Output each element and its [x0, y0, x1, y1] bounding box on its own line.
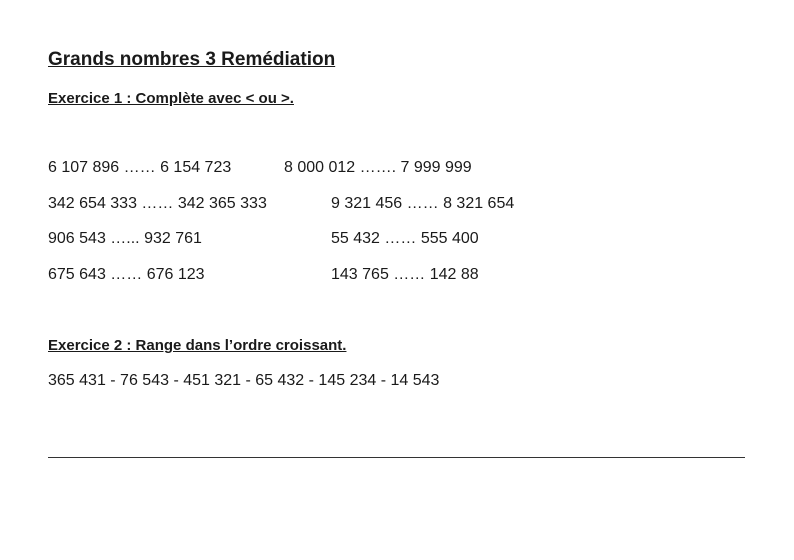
comparison-item: 342 654 333 …… 342 365 333 — [48, 195, 267, 212]
number-sequence: 365 431 - 76 543 - 451 321 - 65 432 - 145 234 - 14 543 — [48, 372, 440, 389]
comparison-item: 143 765 …… 142 88 — [331, 266, 479, 283]
comparison-item: 906 543 …... 932 761 — [48, 230, 202, 247]
comparison-item: 675 643 …… 676 123 — [48, 266, 205, 283]
exercise-2-heading: Exercice 2 : Range dans l’ordre croissant. — [48, 337, 347, 354]
comparison-item: 6 107 896 …… 6 154 723 — [48, 159, 232, 176]
comparison-item: 9 321 456 …… 8 321 654 — [331, 195, 515, 212]
exercise-1-heading: Exercice 1 : Complète avec < ou >. — [48, 90, 294, 107]
worksheet-title: Grands nombres 3 Remédiation — [48, 49, 336, 70]
comparison-item: 8 000 012 ……. 7 999 999 — [284, 159, 472, 176]
comparison-item: 55 432 …… 555 400 — [331, 230, 479, 247]
answer-line — [48, 457, 745, 458]
